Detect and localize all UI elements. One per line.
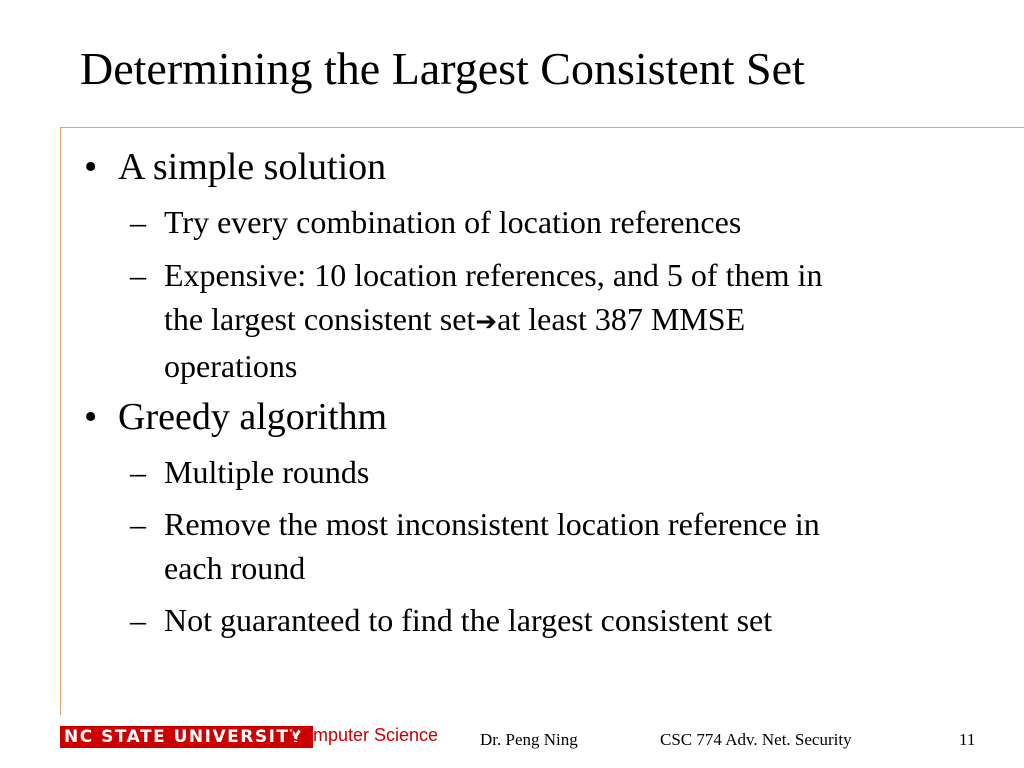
left-rule — [60, 127, 61, 715]
subitem-marker: – — [130, 454, 146, 490]
right-arrow-icon: ➔ — [475, 307, 498, 337]
subitem-text: Multiple rounds — [164, 454, 370, 490]
subitem-line: each round — [164, 550, 306, 586]
bullet-simple-solution — [84, 146, 387, 190]
page-number: 11 — [959, 730, 976, 749]
subitem-marker: – — [130, 506, 146, 542]
subitem-text: Not guaranteed to find the largest consistent set — [164, 602, 773, 638]
top-rule — [60, 127, 1024, 128]
subitem-line: operations — [164, 348, 298, 384]
ncsu-logo: NC STATE UNIVERSITY — [60, 726, 313, 748]
subitem-remove-inconsistent — [130, 502, 820, 590]
subitem-line: Expensive: 10 location references, and 5 of them in — [164, 257, 823, 293]
bullet-greedy-algorithm — [84, 396, 388, 440]
subitem-not-guaranteed — [130, 598, 773, 642]
subitem-marker: – — [130, 602, 146, 638]
bullet-text: Greedy algorithm — [118, 396, 388, 438]
bullet-text: A simple solution — [118, 146, 387, 188]
subitem-multiple-rounds — [130, 450, 370, 494]
subitem-line — [164, 297, 822, 344]
subitem-line-part: at least 387 MMSE — [497, 301, 746, 337]
subitem-text: Try every combination of location references — [164, 204, 742, 240]
subitem-marker: – — [130, 257, 146, 293]
subitem-expensive — [130, 253, 823, 388]
subitem-marker: – — [130, 204, 146, 240]
department-name: Computer Science — [290, 725, 439, 745]
subitem-line-part: the largest consistent set — [164, 301, 476, 337]
author-name: Dr. Peng Ning — [480, 730, 578, 749]
bullet-marker: • — [84, 146, 98, 188]
bullet-marker: • — [84, 396, 98, 438]
subitem-try-every-combination — [130, 200, 742, 244]
course-name: CSC 774 Adv. Net. Security — [660, 730, 852, 749]
subitem-line: Remove the most inconsistent location reference in — [164, 506, 820, 542]
slide-title: Determining the Largest Consistent Set — [80, 43, 805, 94]
